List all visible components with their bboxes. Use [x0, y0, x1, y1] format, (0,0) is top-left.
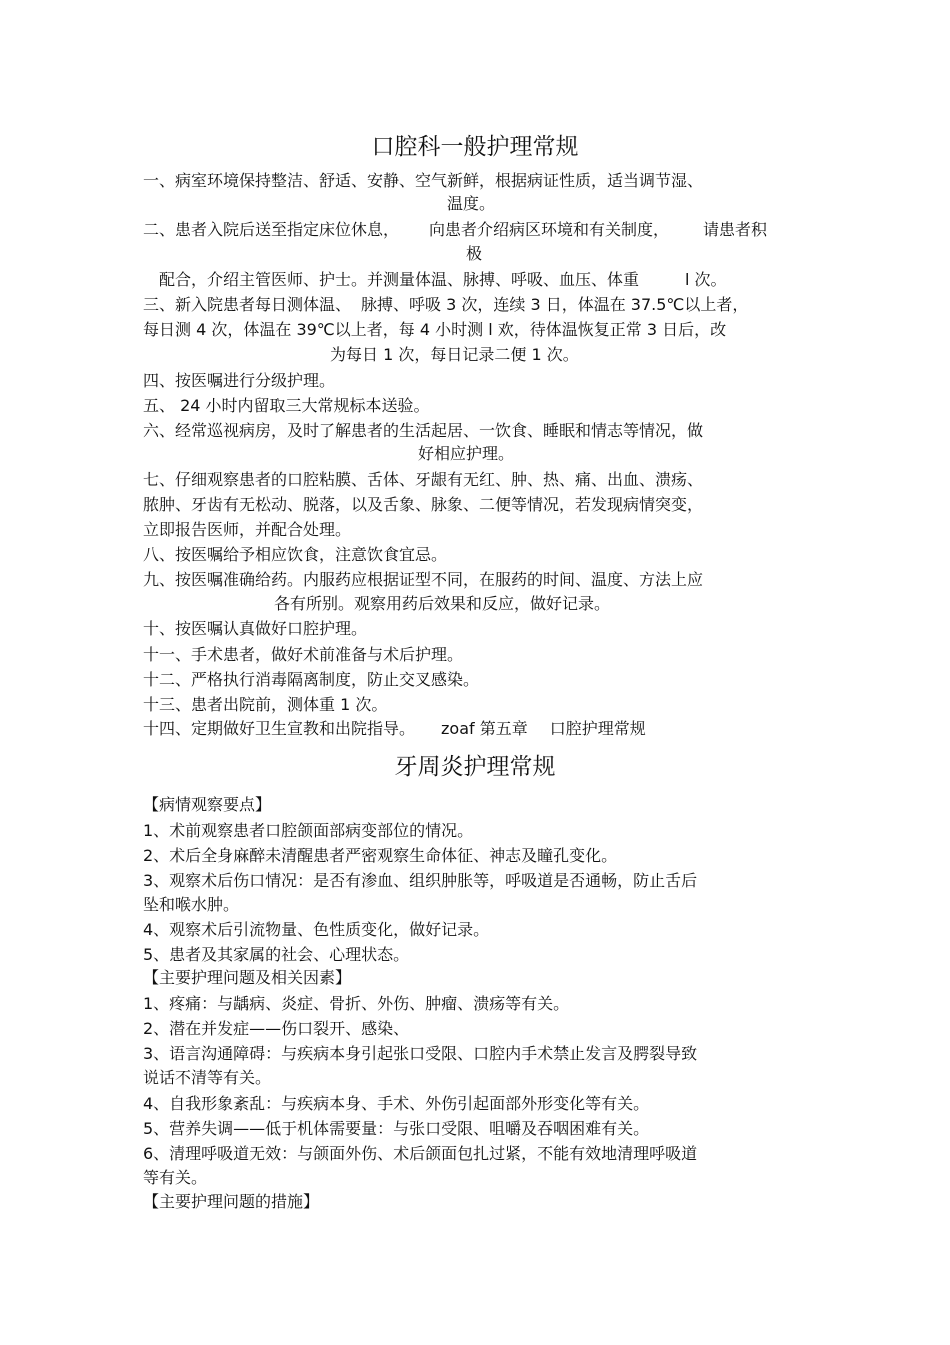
heading-problems: 【主要护理问题及相关因素】: [143, 968, 352, 987]
obs-item-4: 4、观察术后引流物量、色性质变化，做好记录。: [143, 920, 490, 939]
problem-item-6-line-2: 等有关。: [143, 1168, 208, 1187]
item-5: 五、 24 小时内留取三大常规标本送验。: [143, 396, 430, 415]
obs-item-3-line-1: 3、观察术后伤口情况：是否有渗血、组织肿胀等，呼吸道是否通畅，防止舌后: [143, 871, 698, 890]
item-3-part-a: 三、新入院患者每日测体温、: [143, 295, 352, 314]
obs-item-3-line-2: 坠和喉水肿。: [143, 895, 240, 914]
item-3-line-2: 每日测 4 次，体温在 39℃以上者，每 4 小时测 l 欢，待体温恢复正常 3 日后，改: [143, 320, 727, 339]
item-1-line-1: 一、病室环境保持整洁、舒适、安静、空气新鲜，根据病证性质，适当调节湿、: [143, 171, 704, 190]
problem-item-1: 1、疼痛：与龋病、炎症、骨折、外伤、肿瘤、溃疡等有关。: [143, 994, 570, 1013]
item-13: 十三、患者出院前，测体重 1 次。: [143, 695, 388, 714]
item-9-line-2: 各有所别。观察用药后效果和反应，做好记录。: [274, 594, 611, 613]
item-7-line-1: 七、仔细观察患者的口腔粘膜、舌体、牙龈有无红、肿、热、痛、出血、溃疡、: [143, 470, 704, 489]
heading-measures: 【主要护理问题的措施】: [143, 1192, 320, 1211]
item-3-part-b: 脉搏、呼吸 3 次，连续 3 日，体温在 37.5℃以上者，: [361, 295, 749, 314]
obs-item-2: 2、术后全身麻醉未清醒患者严密观察生命体征、神志及瞳孔变化。: [143, 846, 618, 865]
item-7-line-3: 立即报告医师，并配合处理。: [143, 520, 352, 539]
item-11: 十一、手术患者，做好术前准备与术后护理。: [143, 645, 464, 664]
item-2-line-3: [159, 270, 727, 290]
item-3-line-1: [143, 295, 748, 315]
problem-item-6-line-1: 6、清理呼吸道无效：与颌面外伤、术后颌面包扎过紧，不能有效地清理呼吸道: [143, 1144, 698, 1163]
problem-item-4: 4、自我形象紊乱：与疾病本身、手术、外伤引起面部外形变化等有关。: [143, 1094, 650, 1113]
item-14-part-b: zoaf 第五章: [441, 719, 528, 738]
item-14-part-c: 口腔护理常规: [549, 719, 646, 738]
item-14-part-a: 十四、定期做好卫生宣教和出院指导。: [143, 719, 416, 738]
obs-item-5: 5、患者及其家属的社会、心理状态。: [143, 945, 410, 964]
item-8: 八、按医嘱给予相应饮食，注意饮食宜忌。: [143, 545, 448, 564]
doc-title-general: 口腔科一般护理常规: [371, 134, 579, 160]
item-7-line-2: 脓肿、牙齿有无松动、脱落，以及舌象、脉象、二便等情况，若发现病情突变，: [143, 495, 704, 514]
item-10: 十、按医嘱认真做好口腔护理。: [143, 619, 368, 638]
item-6-line-1: 六、经常巡视病房，及时了解患者的生活起居、一饮食、睡眠和情志等情况，做: [143, 421, 704, 440]
problem-item-5: 5、营养失调——低于机体需要量：与张口受限、咀嚼及吞咽困难有关。: [143, 1119, 650, 1138]
item-2-part-c: 请患者积: [703, 220, 768, 239]
obs-item-1: 1、术前观察患者口腔颌面部病变部位的情况。: [143, 821, 474, 840]
heading-observation: 【病情观察要点】: [143, 795, 272, 814]
item-2-part-a: 二、患者入院后送至指定床位休息，: [143, 220, 400, 239]
problem-item-2: 2、潜在并发症——伤口裂开、感染、: [143, 1019, 410, 1038]
item-1-line-2: 温度。: [447, 194, 496, 213]
item-3-line-3: 为每日 1 次，每日记录二便 1 次。: [330, 345, 579, 364]
item-6-line-2: 好相应护理。: [418, 444, 515, 463]
item-2-line-2: 极: [466, 244, 483, 263]
item-2-line-3-a: 配合，介绍主管医师、护士。并测量体温、脉搏、呼吸、血压、体重: [159, 270, 640, 289]
item-2-part-b: 向患者介绍病区环境和有关制度，: [429, 220, 670, 239]
item-9-line-1: 九、按医嘱准确给药。内服药应根据证型不同，在服药的时间、温度、方法上应: [143, 570, 704, 589]
item-14: [143, 719, 646, 739]
item-2-line-3-b: l 次。: [685, 270, 727, 289]
problem-item-3-line-2: 说话不清等有关。: [143, 1068, 272, 1087]
item-12: 十二、严格执行消毒隔离制度，防止交叉感染。: [143, 670, 480, 689]
doc-title-periodontitis: 牙周炎护理常规: [394, 754, 556, 780]
item-4: 四、按医嘱进行分级护理。: [143, 371, 336, 390]
item-2-line-1: [143, 220, 767, 240]
problem-item-3-line-1: 3、语言沟通障碍：与疾病本身引起张口受限、口腔内手术禁止发言及腭裂导致: [143, 1044, 698, 1063]
